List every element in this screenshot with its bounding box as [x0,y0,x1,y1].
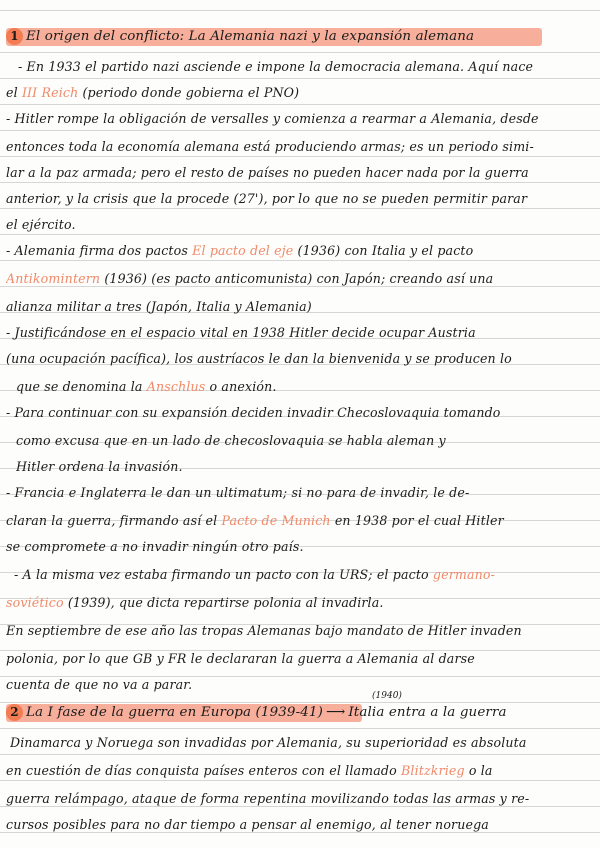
section-1-number-badge: 1 [6,28,23,45]
note-line: - En 1933 el partido nazi asciende e impone la democracia alemana. Aquí nace [18,59,534,74]
note-line: En septiembre de ese año las tropas Alemanas bajo mandato de Hitler invaden [6,623,522,638]
note-line: se compromete a no invadir ningún otro país. [6,539,304,554]
note-line: Dinamarca y Noruega son invadidas por Alemania, su superioridad es absoluta [10,735,527,750]
highlight-term: germano- [432,567,496,582]
note-line: alianza militar a tres (Japón, Italia y Alemania) [6,299,312,314]
note-line: - Alemania firma dos pactos El pacto del eje (1936) con Italia y el pacto [6,243,474,258]
note-line: anterior, y la crisis que la procede (27'), por lo que no se pueden permitir parar [6,191,528,206]
note-line: polonia, por lo que GB y FR le declararan la guerra a Alemania al darse [6,651,475,666]
highlight-term: Anschlus [146,379,206,394]
section-2-number-badge: 2 [6,704,23,721]
note-line: - Hitler rompe la obligación de versalles y comienza a rearmar a Alemania, desde [6,111,539,126]
arrow-icon: ⟶ [325,705,346,720]
note-line: el ejército. [6,217,76,232]
note-line: - Para continuar con su expansión deciden invadir Checoslovaquia tomando [6,405,501,420]
note-line: - Justificándose en el espacio vital en 1938 Hitler decide ocupar Austria [6,325,476,340]
section-2-heading [6,704,596,722]
note-line: soviético (1939), que dicta repartirse polonia al invadirla. [6,595,384,610]
note-line: entonces toda la economía alemana está produciendo armas; es un periodo simi- [6,139,534,154]
highlight-term: Antikomintern [6,271,101,286]
note-line: el III Reich (periodo donde gobierna el PNO) [6,85,300,100]
highlight-term: Pacto de Munich [221,513,331,528]
note-line: lar a la paz armada; pero el resto de países no pueden hacer nada por la guerra [6,165,529,180]
section-1-title: El origen del conflicto: La Alemania nazi y la expansión alemana [26,29,475,44]
section-2-aside-year: (1940) [372,691,402,701]
highlight-term: El pacto del eje [192,243,294,258]
note-line: - Francia e Inglaterra le dan un ultimatum; si no para de invadir, le de- [6,485,470,500]
note-line: cuenta de que no va a parar. [6,677,193,692]
section-2-aside: Italia entra a la guerra [348,705,507,720]
section-2-title: La I fase de la guerra en Europa (1939-41) [26,705,323,720]
note-line: cursos posibles para no dar tiempo a pensar al enemigo, al tener noruega [6,817,489,832]
highlight-term: soviético [6,595,64,610]
note-line: Hitler ordena la invasión. [16,459,183,474]
note-line: claran la guerra, firmando así el Pacto de Munich en 1938 por el cual Hitler [6,513,504,528]
note-line: - A la misma vez estaba firmando un pacto con la URS; el pacto germano- [14,567,496,582]
note-line: (una ocupación pacífica), los austríacos le dan la bienvenida y se producen lo [6,351,512,366]
note-line: en cuestión de días conquista países enteros con el llamado Blitzkrieg o la [6,763,493,778]
highlight-term: Blitzkrieg [401,763,465,778]
note-line: que se denomina la Anschlus o anexión. [16,379,277,394]
highlight-term: III Reich [21,85,79,100]
note-line: como excusa que en un lado de checoslovaquia se habla aleman y [16,433,446,448]
note-line: Antikomintern (1936) (es pacto anticomunista) con Japón; creando así una [6,271,494,286]
note-line: guerra relámpago, ataque de forma repentina movilizando todas las armas y re- [6,791,530,806]
section-1-heading [6,28,596,46]
